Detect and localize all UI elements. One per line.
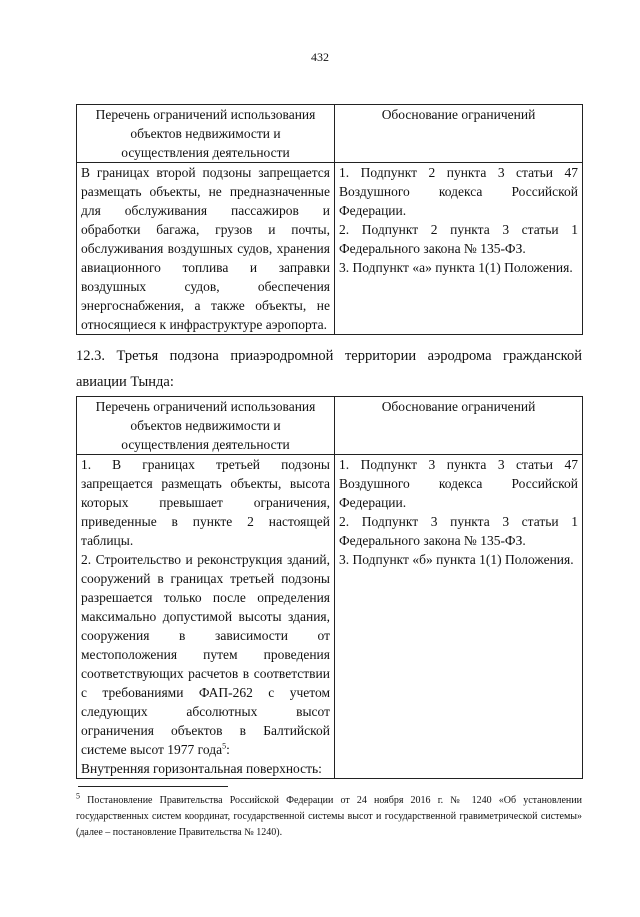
footnote-marker: 5 [76,791,80,801]
table-cell-justification [335,163,583,335]
footnote [76,793,582,841]
justification-item: 3. Подпункт «б» пункта 1(1) Положения. [339,552,574,567]
restrictions-table-zone-3 [76,396,583,779]
table-cell-restrictions: В границах второй подзоны запрещается размещать объекты, не предназначенные для обслуживания пассажиров и обработки багажа, грузов и почты, обслуживания воздушных судов, хранения авиационного топлива и заправки воздушных судов, обеспечения энергоснабжения, а также объекты, не относящиеся к инфраструктуре аэропорта. [77,163,335,335]
table-cell-justification [335,455,583,779]
page-number: 432 [311,50,329,64]
table-cell-restrictions [77,455,335,779]
restriction-text: 2. Строительство и реконструкция зданий, сооружений в границах третьей подзоны разрешается только после определения максимально допустимой высоты здания, сооружения в зависимости от местоположения путем проведения соответствующих расчетов в соответствии с требованиями ФАП-262 с учетом следующих абсолютных высот ограничения объектов в Балтийской системе высот 1977 года [81,552,330,757]
restriction-item [81,550,330,759]
table-header-restrictions: Перечень ограничений использования объектов недвижимости и осуществления деятельности [77,105,335,163]
restriction-item: 1. В границах третьей подзоны запрещается размещать объекты, высота которых превышает ограничения, приведенные в пункте 2 настоящей таблицы. [81,457,330,548]
footnote-text: Постановление Правительства Российской Федерации от 24 ноября 2016 г. № 1240 «Об установлении государственных систем координат, государственной системы высот и государственной гравиметрической системы» (далее – постановление Правительства № 1240). [76,795,582,838]
justification-item: 2. Подпункт 3 пункта 3 статьи 1 Федерального закона № 135-ФЗ. [339,514,578,548]
table-header-justification: Обоснование ограничений [335,397,583,455]
table-header-justification: Обоснование ограничений [335,105,583,163]
footnote-ref: 5 [222,741,227,751]
justification-item: 3. Подпункт «а» пункта 1(1) Положения. [339,260,573,275]
justification-item: 1. Подпункт 2 пункта 3 статьи 47 Воздушного кодекса Российской Федерации. [339,165,578,218]
footnote-divider [78,786,228,787]
restriction-item: Внутренняя горизонтальная поверхность: [81,761,322,776]
section-heading: 12.3. Третья подзона приаэродромной территории аэродрома гражданской авиации Тында: [76,348,582,390]
justification-item: 1. Подпункт 3 пункта 3 статьи 47 Воздушного кодекса Российской Федерации. [339,457,578,510]
table-header-restrictions: Перечень ограничений использования объектов недвижимости и осуществления деятельности [77,397,335,455]
restriction-text-end: : [226,742,230,757]
justification-item: 2. Подпункт 2 пункта 3 статьи 1 Федерального закона № 135-ФЗ. [339,222,578,256]
restrictions-table-zone-2 [76,104,583,335]
